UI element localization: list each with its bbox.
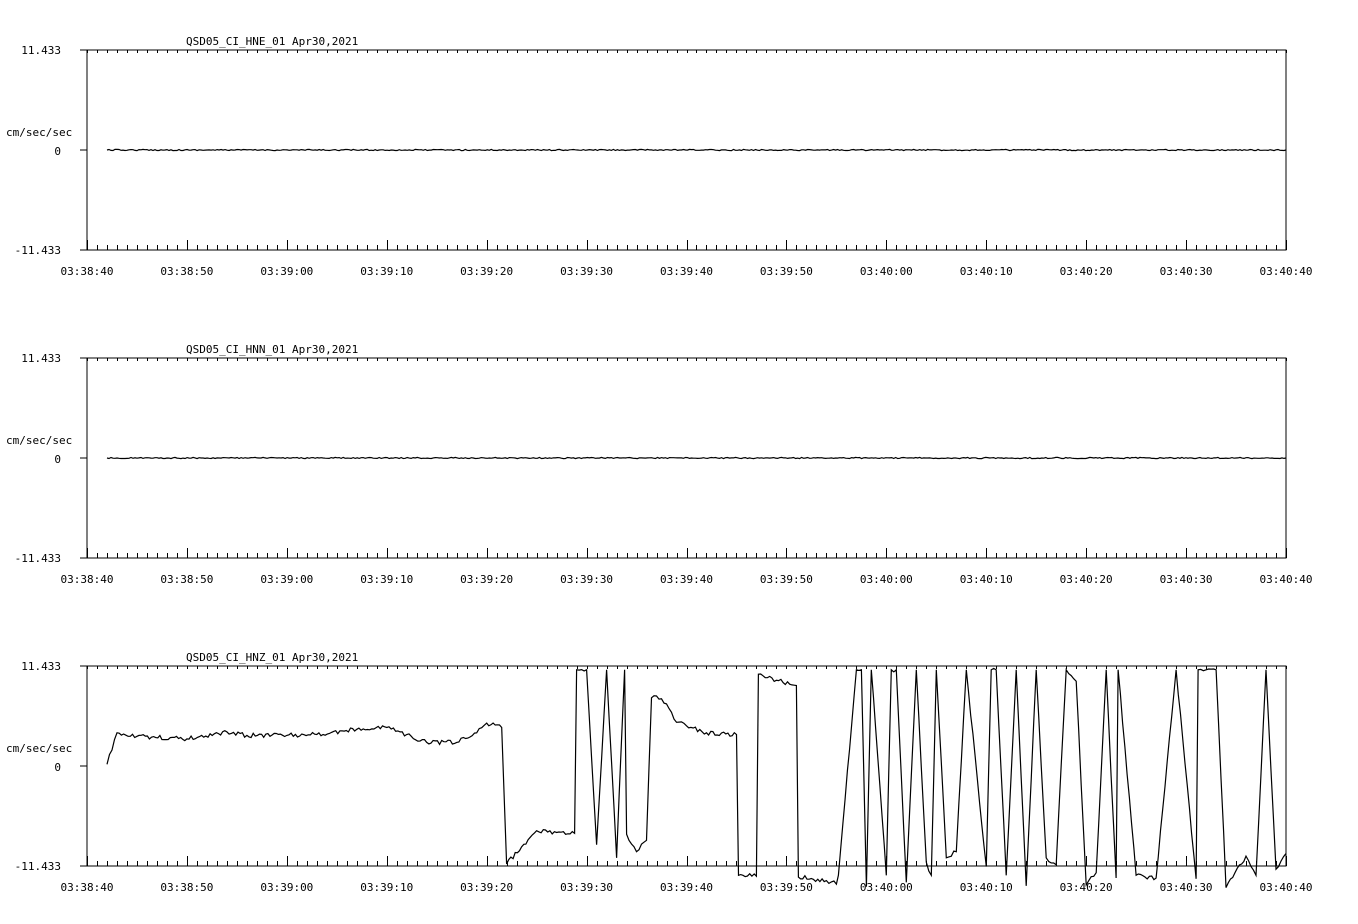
x-tick-label: 03:40:30	[1159, 881, 1213, 894]
x-tick-label: 03:40:30	[1159, 265, 1213, 278]
x-tick-label: 03:39:00	[260, 265, 314, 278]
y-tick-label: 0	[54, 761, 61, 774]
y-tick-label: -11.433	[14, 860, 61, 873]
x-tick-label: 03:39:10	[360, 573, 414, 586]
y-tick-label: 11.433	[21, 352, 61, 365]
x-tick-label: 03:40:40	[1259, 265, 1313, 278]
x-tick-label: 03:40:30	[1159, 573, 1213, 586]
x-tick-label: 03:40:10	[959, 573, 1013, 586]
x-tick-label: 03:38:50	[160, 573, 214, 586]
chart-title: QSD05_CI_HNE_01 Apr30,2021	[186, 35, 359, 48]
waveform-trace	[107, 457, 1286, 458]
x-tick-label: 03:40:20	[1059, 881, 1113, 894]
plot-frame	[87, 666, 1286, 866]
y-tick-label: 0	[54, 145, 61, 158]
x-tick-label: 03:40:00	[859, 881, 913, 894]
x-tick-label: 03:38:40	[60, 265, 114, 278]
chart-title: QSD05_CI_HNZ_01 Apr30,2021	[186, 651, 359, 664]
x-tick-label: 03:39:40	[660, 881, 713, 894]
y-tick-label: 0	[54, 453, 61, 466]
x-tick-label: 03:39:30	[560, 265, 614, 278]
x-tick-label: 03:40:40	[1259, 881, 1313, 894]
waveform-trace	[107, 149, 1286, 150]
x-tick-label: 03:39:30	[560, 573, 614, 586]
y-tick-label: -11.433	[14, 552, 61, 565]
x-tick-label: 03:40:10	[959, 881, 1013, 894]
x-tick-label: 03:38:50	[160, 881, 214, 894]
channel-panel	[6, 35, 1312, 278]
x-tick-label: 03:40:00	[859, 265, 913, 278]
x-tick-label: 03:39:50	[759, 265, 813, 278]
y-tick-label: 11.433	[21, 44, 61, 57]
x-tick-label: 03:39:00	[260, 881, 314, 894]
x-tick-label: 03:38:40	[60, 573, 114, 586]
x-tick-label: 03:40:10	[959, 265, 1013, 278]
x-tick-label: 03:39:20	[460, 573, 514, 586]
x-tick-label: 03:39:50	[759, 881, 813, 894]
x-tick-label: 03:39:00	[260, 573, 314, 586]
x-tick-label: 03:38:40	[60, 881, 114, 894]
x-tick-label: 03:39:40	[660, 573, 713, 586]
y-axis-label: cm/sec/sec	[6, 434, 73, 447]
x-tick-label: 03:39:10	[360, 881, 414, 894]
x-tick-label: 03:40:40	[1259, 573, 1313, 586]
y-tick-label: 11.433	[21, 660, 61, 673]
y-axis-label: cm/sec/sec	[6, 742, 73, 755]
chart-title: QSD05_CI_HNN_01 Apr30,2021	[186, 343, 359, 356]
channel-panel	[6, 651, 1312, 894]
y-tick-label: -11.433	[14, 244, 61, 257]
x-tick-label: 03:39:10	[360, 265, 414, 278]
x-tick-label: 03:40:20	[1059, 265, 1113, 278]
x-tick-label: 03:38:50	[160, 265, 214, 278]
x-tick-label: 03:40:00	[859, 573, 913, 586]
x-tick-label: 03:40:20	[1059, 573, 1113, 586]
x-tick-label: 03:39:50	[759, 573, 813, 586]
channel-panel	[6, 343, 1312, 586]
x-tick-label: 03:39:30	[560, 881, 614, 894]
x-tick-label: 03:39:20	[460, 881, 514, 894]
waveform-trace	[107, 668, 1286, 887]
y-axis-label: cm/sec/sec	[6, 126, 73, 139]
x-tick-label: 03:39:40	[660, 265, 713, 278]
x-tick-label: 03:39:20	[460, 265, 514, 278]
